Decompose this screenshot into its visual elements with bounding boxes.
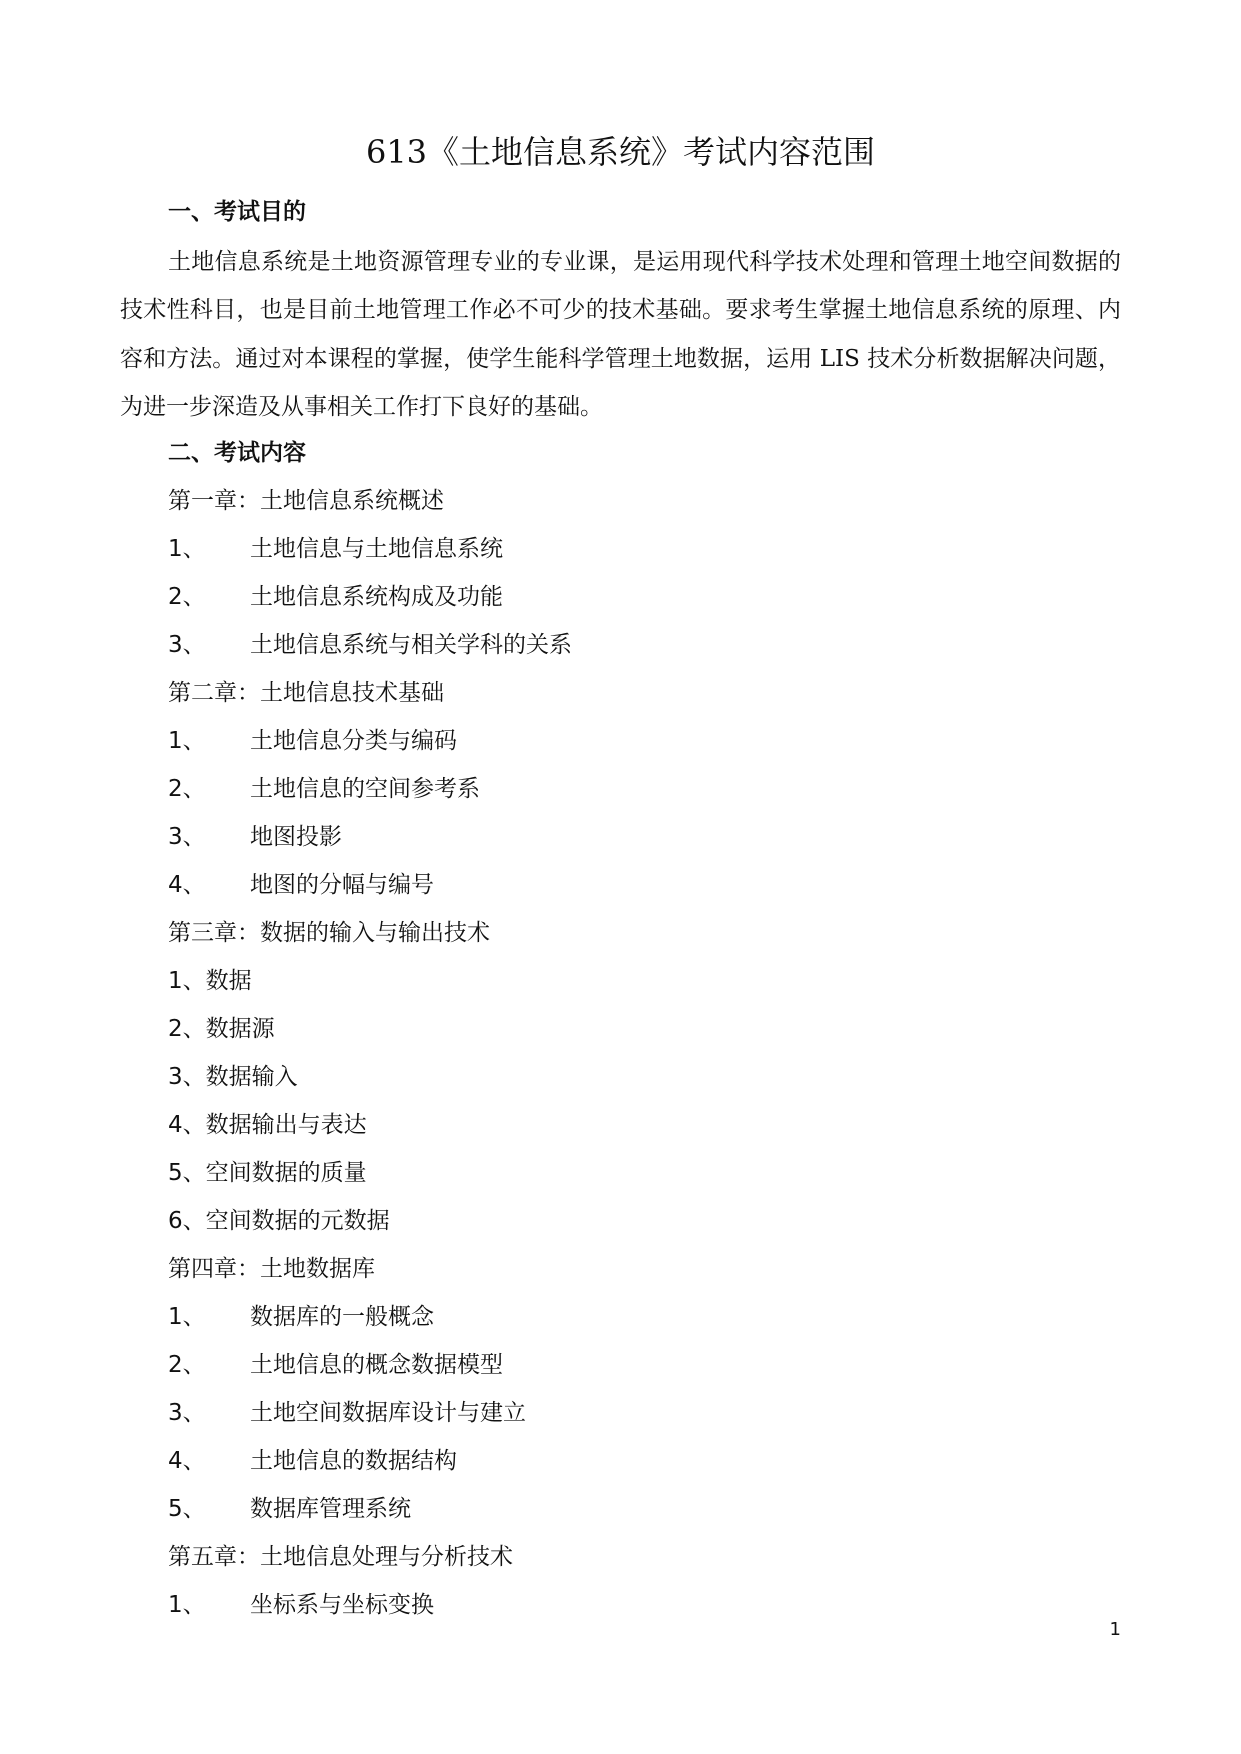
chapter-title: 第四章：土地数据库 (168, 1256, 375, 1282)
list-item-text: 土地信息系统构成及功能 (250, 584, 503, 610)
list-item (168, 628, 572, 662)
chapter-title: 第一章：土地信息系统概述 (168, 488, 444, 514)
list-item (168, 1204, 390, 1238)
list-item-text: 数据输入 (205, 1064, 298, 1090)
list-item-text: 土地信息的数据结构 (250, 1448, 457, 1474)
list-item-number: 2、 (168, 1016, 206, 1042)
list-item-number: 3、 (168, 1064, 206, 1090)
list-item-text: 数据输出与表达 (205, 1112, 367, 1138)
document-title: 613《土地信息系统》考试内容范围 (365, 133, 876, 171)
section-heading-exam-content: 二、考试内容 (168, 440, 306, 466)
list-item-number: 4、 (168, 1448, 206, 1474)
list-item-text: 空间数据的质量 (205, 1160, 367, 1186)
section-heading-exam-purpose: 一、考试目的 (168, 199, 306, 225)
list-item (168, 964, 252, 998)
list-item-number: 3、 (168, 1400, 206, 1426)
list-item-text: 数据 (205, 968, 252, 994)
list-item-text: 土地信息的空间参考系 (250, 776, 480, 802)
list-item-text: 地图投影 (250, 824, 342, 850)
list-item-number: 1、 (168, 536, 206, 562)
list-item (168, 1348, 503, 1382)
list-item-text: 土地信息系统与相关学科的关系 (250, 632, 572, 658)
list-item-number: 4、 (168, 872, 206, 898)
chapter-title: 第二章：土地信息技术基础 (168, 680, 444, 706)
list-item-text: 数据源 (205, 1016, 275, 1042)
list-item-text: 数据库管理系统 (250, 1496, 411, 1522)
list-item-number: 2、 (168, 584, 206, 610)
list-item-text: 坐标系与坐标变换 (250, 1592, 434, 1618)
list-item-text: 空间数据的元数据 (205, 1208, 390, 1234)
list-item (168, 820, 342, 854)
list-item-number: 2、 (168, 1352, 206, 1378)
list-item-text: 地图的分幅与编号 (250, 872, 434, 898)
list-item-text: 土地信息分类与编码 (250, 728, 457, 754)
list-item (168, 1108, 367, 1142)
list-item-number: 3、 (168, 632, 206, 658)
list-item-number: 5、 (168, 1496, 206, 1522)
list-item (168, 1156, 367, 1190)
chapter-title: 第三章：数据的输入与输出技术 (168, 920, 490, 946)
list-item (168, 1444, 457, 1478)
exam-purpose-paragraph: 土地信息系统是土地资源管理专业的专业课，是运用现代科学技术处理和管理土地空间数据的技术性科目，也是目前土地管理工作必不可少的技术基础。要求考生掌握土地信息系统的原理、内容和方法。通过对本课程的掌握，使学生能科学管理土地数据，运用 LIS 技术分析数据解决问题，为进一步深造及从事相关工作打下良好的基础。 (120, 249, 1121, 421)
list-item (168, 1588, 434, 1622)
list-item-number: 5、 (168, 1160, 206, 1186)
page-number: 1 (1109, 1619, 1121, 1640)
list-item (168, 724, 457, 758)
list-item (168, 772, 480, 806)
list-item (168, 868, 434, 902)
list-item (168, 1396, 526, 1430)
list-item-text: 土地信息的概念数据模型 (250, 1352, 503, 1378)
list-item-number: 3、 (168, 824, 206, 850)
list-item (168, 1492, 411, 1526)
list-item-text: 数据库的一般概念 (250, 1304, 434, 1330)
list-item-number: 1、 (168, 1592, 206, 1618)
chapter-title: 第五章：土地信息处理与分析技术 (168, 1544, 513, 1570)
list-item-text: 土地信息与土地信息系统 (250, 536, 503, 562)
list-item-number: 1、 (168, 968, 206, 994)
list-item-number: 1、 (168, 728, 206, 754)
list-item (168, 1060, 298, 1094)
list-item (168, 580, 503, 614)
list-item-number: 6、 (168, 1208, 206, 1234)
list-item-number: 2、 (168, 776, 206, 802)
list-item (168, 1300, 434, 1334)
list-item (168, 1012, 275, 1046)
list-item-number: 1、 (168, 1304, 206, 1330)
list-item (168, 532, 503, 566)
list-item-text: 土地空间数据库设计与建立 (250, 1400, 526, 1426)
list-item-number: 4、 (168, 1112, 206, 1138)
